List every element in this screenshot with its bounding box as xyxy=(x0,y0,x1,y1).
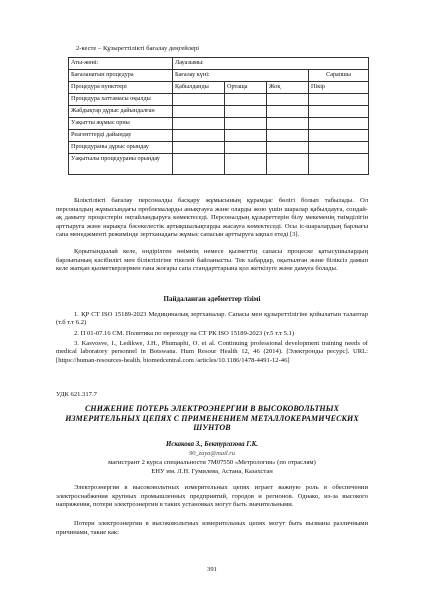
page-number: 391 xyxy=(207,566,217,573)
items-label: Процедура пункттері xyxy=(69,82,173,94)
body-paragraph: Потери электроэнергии в высоковольтных измерительных цепях могут быть вызваны различными причинами, такие как: xyxy=(56,520,368,536)
table-cell xyxy=(173,94,225,106)
procedure-label: Бағаланатын процедура xyxy=(69,70,173,82)
table-cell xyxy=(173,142,225,154)
reference-item: 1. ҚР СТ ISO 15189-2023 Медициналық зертханалар. Сапасы мен құзыреттілігіне қойылатын талаптар (т.б т.т 6.2) xyxy=(56,311,368,327)
table-row xyxy=(69,58,369,70)
table-row xyxy=(69,82,369,94)
table-cell xyxy=(225,142,267,154)
table-row xyxy=(69,118,369,130)
affiliation: ЕНУ им. Л.Н. Гумилева, Астана, Казахстан xyxy=(151,468,273,475)
table-cell xyxy=(309,106,369,118)
table-cell xyxy=(309,118,369,130)
table-cell xyxy=(267,142,309,154)
table-row xyxy=(69,130,369,142)
table-cell xyxy=(309,130,369,142)
table-cell xyxy=(173,106,225,118)
row-label: Жабдықтар дұрыс дайындалған xyxy=(69,106,173,118)
table-row xyxy=(69,142,369,154)
table-cell xyxy=(173,154,225,175)
table-row xyxy=(69,106,369,118)
table-cell xyxy=(267,94,309,106)
table-cell xyxy=(225,94,267,106)
table-cell xyxy=(267,154,309,175)
table-cell xyxy=(267,118,309,130)
table-cell xyxy=(225,106,267,118)
table-cell xyxy=(173,130,225,142)
table-caption: 2-кесте – Құзыреттілікті бағалау деңгейлері xyxy=(76,45,200,52)
table-cell xyxy=(309,94,369,106)
table-cell xyxy=(225,154,267,175)
udk-code: УДК 621.317.7 xyxy=(56,391,97,398)
row-label: Уақытты жұмыс орны xyxy=(69,118,173,130)
table-cell xyxy=(173,118,225,130)
competence-assessment-table xyxy=(68,57,369,175)
references-heading: Пайдаланған әдебиеттер тізімі xyxy=(163,295,261,303)
table-cell xyxy=(225,130,267,142)
body-paragraph: Біліктілікті бағалау персоналды басқару жұмысының құрамдас бөлігі болып табылады. Ол персоналдың жұмысындағы проблемаларды анықтауға және оларды жою үшін шаралар қабылдауға, сондай-ақ дамыту процестерін оңтайландыруға көмектеседі. Персоналдың құзыреттерін білу мекеменің тиімділігін арттыруға және нарықта бәсекелестік артықшылықтарды жасауға көмектеседі. Осы іс-шаралардың барлығы сапа менеджменті режимінде зертханадағы жұмыс сапасын арттыруға ықпал етеді [3]. xyxy=(56,197,368,239)
reference-item: 2. П 01-07.16 СМ. Политика по переходу на СТ РК ISO 15189-2023 (т.5 т.т 5.1) xyxy=(74,330,295,337)
body-paragraph: Қорытындылай келе, өндірілген өнімнің немесе қызметтің сапасы процеске қатысушылардың барлығының кәсібилігі мен біліктілігіне тікелей байланысты. Тек хабардар, оқытылған және біліксіз дамып келе жатқан қызметкерлермен ғана жоғары сапа стандарттарына қол жеткізуге және дамуға болады. xyxy=(56,248,368,273)
table-cell xyxy=(267,130,309,142)
article-title: СНИЖЕНИЕ ПОТЕРЬ ЭЛЕКТРОЭНЕРГИИ В ВЫСОКОВОЛЬТНЫХ ИЗМЕРИТЕЛЬНЫХ ЦЕПЯХ С ПРИМЕНЕНИЕМ МЕТАЛЛОКЕРАМИЧЕСКИХ ШУНТОВ xyxy=(65,404,359,432)
col-header-average: Ортаща xyxy=(225,82,267,94)
table-cell xyxy=(267,106,309,118)
row-label: Процедура хаттамасы оқылды xyxy=(69,94,173,106)
reference-item: 3. Kasvosve, I., Ledikwe, J.H., Phumaphi, O. et al. Continuing professional development training needs of medical laboratory personnel in Botswana. Hum Resour Health 12, 46 (2014). [Электронды ресурс]. URL:[https://human-resources-health. biomedcentral.com /articles/10.1186/1478-4491-12-46] xyxy=(56,340,368,364)
affiliation: магистрант 2 курса специальности 7М07550 «Метрология» (по отраслям) xyxy=(108,459,316,466)
row-label: Уақытылы процедураны орындау xyxy=(69,154,173,175)
table-row xyxy=(69,70,369,82)
table-row xyxy=(69,154,369,175)
col-header-accepted: Қабылданды xyxy=(173,82,225,94)
date-label: Бағалау күні: xyxy=(173,70,309,82)
advisor-label: Сарапшы xyxy=(309,70,369,82)
col-header-no: Жоқ xyxy=(267,82,309,94)
table-cell xyxy=(309,154,369,175)
table-cell xyxy=(225,118,267,130)
author-email: 90_zaya@mail.ru xyxy=(189,450,235,457)
row-label: Реагенттерді дайындау xyxy=(69,130,173,142)
authors: Искакова З., Бектургазова Г.К. xyxy=(166,441,258,448)
body-paragraph: Электроэнергия в высоковольтных измерительных цепях играет важную роль в обеспечении электроснабжения крупных промышленных предприятий, городов и регионов. Однако, из-за высокого напряжения, потери электроэнергии в таких установках могут быть значительными. xyxy=(56,484,368,509)
name-label: Аты-жөні: xyxy=(69,58,173,70)
table-cell xyxy=(309,142,369,154)
row-label: Процедураны дұрыс орындау xyxy=(69,142,173,154)
position-label: Лауазымы: xyxy=(173,58,369,70)
col-header-comment: Пікір xyxy=(309,82,369,94)
table-row xyxy=(69,94,369,106)
